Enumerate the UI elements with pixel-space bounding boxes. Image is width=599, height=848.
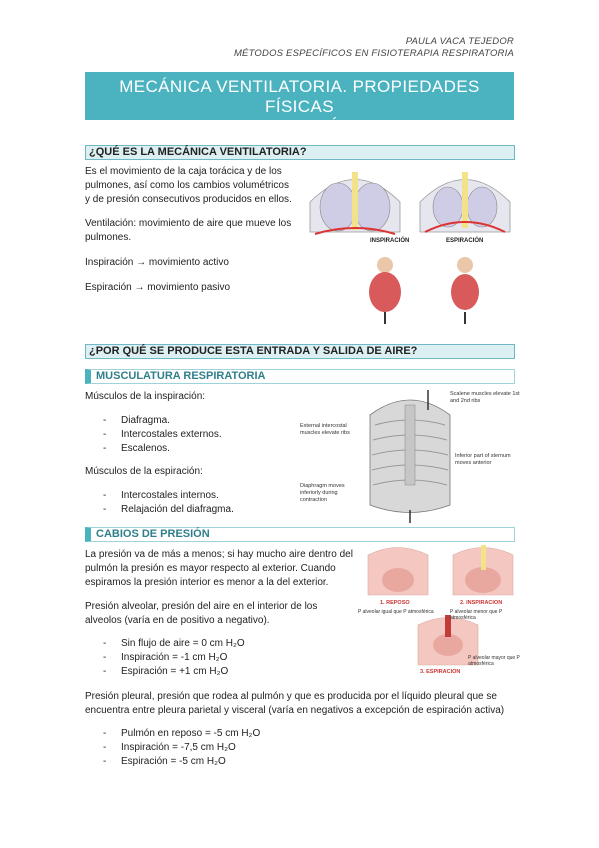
list-item-text: Diafragma.	[121, 415, 170, 426]
alveolar-definition	[85, 600, 355, 628]
text-line: La presión va de más a menos; si hay mucho aire dentro del	[85, 549, 353, 560]
label-diaphragm: Diaphragm moves inferiorly during contraction	[300, 483, 345, 503]
section-heading-mecanica: ¿QUÉ ES LA MECÁNICA VENTILATORIA?	[85, 145, 515, 160]
list-item: - Diafragma.	[103, 415, 170, 426]
insp-muscles-intro: Músculos de la inspiración:	[85, 391, 206, 402]
list-item-text: Relajación del diafragma.	[121, 504, 234, 515]
text-line: pulmones.	[85, 232, 132, 243]
label-inspiracion: 2. INSPIRACION	[460, 600, 503, 606]
text-line: pulmones, así como los cambios volumétricos	[85, 180, 289, 191]
presion-intro	[85, 548, 355, 590]
label-scalene: Scalene muscles elevate 1st and 2nd ribs	[450, 391, 520, 404]
pressure-figure	[358, 545, 520, 680]
label-igual: P alveolar igual que P atmosférica	[358, 609, 434, 615]
list-item: - Sin flujo de aire = 0 cm H₂O	[103, 638, 245, 649]
figure-label-espiracion: ESPIRACIÓN	[446, 238, 484, 244]
list-item: - Relajación del diafragma.	[103, 504, 234, 515]
label-mayor: P alveolar mayor que P atmosférica	[468, 655, 520, 667]
list-item: - Intercostales internos.	[103, 490, 219, 501]
page-title-line1: MECÁNICA VENTILATORIA. PROPIEDADES FÍSICAS	[119, 77, 480, 116]
page-title	[85, 72, 514, 136]
section-heading-entrada-salida: ¿POR QUÉ SE PRODUCE ESTA ENTRADA Y SALIDA DE AIRE?	[85, 344, 515, 359]
list-item-text: Intercostales externos.	[121, 429, 222, 440]
list-item-text: Inspiración = -7,5 cm H₂O	[121, 742, 236, 753]
inspiracion-note: Inspiración → movimiento activo	[85, 257, 229, 268]
label-espiracion: 3. ESPIRACION	[420, 669, 461, 675]
label-reposo: 1. REPOSO	[380, 600, 410, 606]
list-item-text: Inspiración = -1 cm H₂O	[121, 652, 228, 663]
list-item: - Escalenos.	[103, 443, 170, 454]
espiracion-note: Espiración → movimiento pasivo	[85, 282, 231, 293]
list-item: - Inspiración = -7,5 cm H₂O	[103, 742, 236, 753]
list-item-text: Escalenos.	[121, 443, 170, 454]
ventilation-diagram	[300, 162, 520, 334]
list-item: - Pulmón en reposo = -5 cm H₂O	[103, 728, 261, 739]
esp-muscles-intro: Músculos de la espiración:	[85, 466, 203, 477]
course-name: MÉTODOS ESPECÍFICOS EN FISIOTERAPIA RESPIRATORIA	[233, 48, 514, 59]
text-line: Ventilación: movimiento de aire que mueve los	[85, 218, 292, 229]
list-item-text: Intercostales internos.	[121, 490, 219, 501]
subheading-musculatura: MUSCULATURA RESPIRATORIA	[85, 369, 515, 384]
ventilation-figure	[300, 162, 520, 334]
pleural-definition	[85, 690, 520, 718]
author-name: PAULA VACA TEJEDOR	[405, 36, 514, 47]
text-line: Es el movimiento de la caja torácica y de los	[85, 166, 282, 177]
text-line: alveolos (varía en de positivo a negativo).	[85, 615, 270, 626]
ventilacion-definition	[85, 217, 300, 245]
list-item-text: Espiración = +1 cm H₂O	[121, 666, 229, 677]
subheading-presion: CABIOS DE PRESIÓN	[85, 527, 515, 542]
text-line: encuentra entre pleura parietal y visceral (varía en negativos a excepción de espiración activa)	[85, 705, 505, 716]
list-item: - Intercostales externos.	[103, 429, 222, 440]
ribcage-figure	[300, 385, 520, 525]
list-item-text: Pulmón en reposo = -5 cm H₂O	[121, 728, 261, 739]
list-item-text: Espiración = -5 cm H₂O	[121, 756, 226, 767]
label-menor: P alveolar menor que P atmosférica	[450, 609, 503, 621]
text-line: Presión alveolar, presión del aire en el interior de los	[85, 601, 318, 612]
page-title-line2: DEL PULMÓN.	[239, 117, 360, 136]
text-line: Presión pleural, presión que rodea al pulmón y que es producida por el líquido pleural que se	[85, 691, 497, 702]
list-item-text: Sin flujo de aire = 0 cm H₂O	[121, 638, 245, 649]
list-item: - Espiración = +1 cm H₂O	[103, 666, 229, 677]
label-inferior-sternum: Inferior part of sternum moves anterior	[455, 453, 511, 466]
list-item: - Inspiración = -1 cm H₂O	[103, 652, 228, 663]
figure-label-inspiracion: INSPIRACIÓN	[370, 238, 410, 244]
list-item: - Espiración = -5 cm H₂O	[103, 756, 226, 767]
text-line: y de presión consecutivos producidos en ellos.	[85, 194, 292, 205]
label-external-intercostal: External intercostal muscles elevate ribs	[300, 423, 350, 436]
mecanica-definition	[85, 165, 300, 207]
text-line: pulmón la presión es mayor respecto al exterior. Cuando	[85, 563, 336, 574]
text-line: espiramos la presión interior es menor a la del exterior.	[85, 577, 329, 588]
